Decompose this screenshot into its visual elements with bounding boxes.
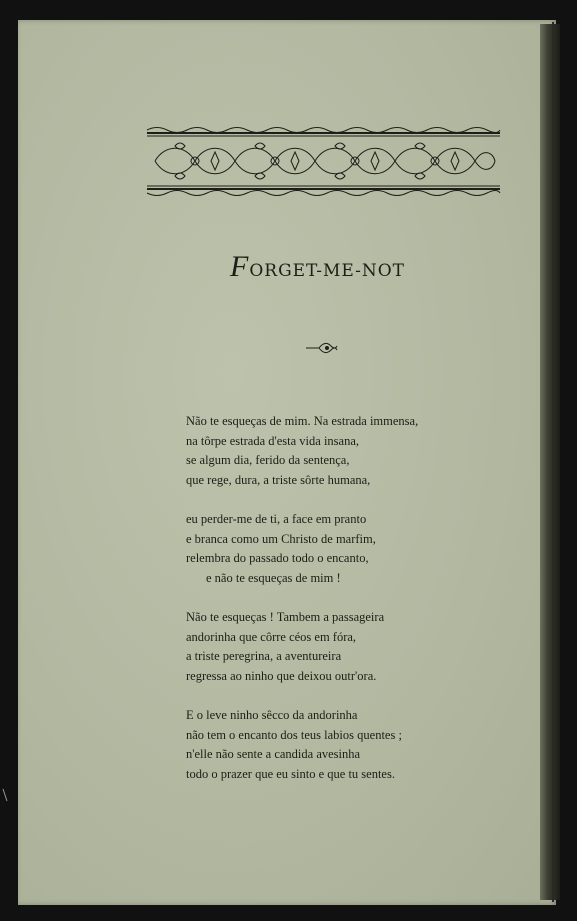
- poem-line: andorinha que côrre céos em fóra,: [186, 629, 357, 644]
- poem-line: se algum dia, ferido da sentença,: [186, 453, 350, 467]
- stanza-1: [186, 412, 466, 490]
- poem-line: E o leve ninho sêcco da andorinha: [186, 708, 358, 722]
- book-spine: [552, 22, 554, 902]
- poem-line: todo o prazer que eu sinto e que tu sentes.: [186, 766, 395, 781]
- poem-line: Não te esqueças ! Tambem a passageira: [186, 610, 385, 624]
- stanza-3: [186, 608, 466, 686]
- page-edge-shadow: [540, 24, 560, 900]
- poem-line-refrain: e não te esqueças de mim !: [206, 570, 341, 585]
- poem-line: que rege, dura, a triste sôrte humana,: [186, 472, 371, 487]
- poem-line: e branca como um Christo de marfim,: [186, 531, 376, 546]
- title-rest: ORGET-ME-NOT: [249, 261, 405, 281]
- title-initial: F: [230, 250, 250, 283]
- poem-body: [186, 412, 466, 804]
- poem-line: eu perder-me de ti, a face em pranto: [186, 512, 367, 526]
- poem-line: regressa ao ninho que deixou outr'ora.: [186, 668, 377, 683]
- ornamental-header-band: [145, 124, 502, 198]
- poem-line: na tôrpe estrada d'esta vida insana,: [186, 433, 360, 448]
- poem-line: n'elle não sente a candida avesinha: [186, 747, 361, 761]
- poem-line: a triste peregrina, a aventureira: [186, 649, 342, 663]
- fleuron-ornament: [305, 340, 339, 356]
- stanza-4: [186, 706, 466, 784]
- page-title: [230, 250, 430, 284]
- poem-line: Não te esqueças de mim. Na estrada immensa,: [186, 414, 419, 428]
- stanza-2: [186, 510, 466, 588]
- poem-line: relembra do passado todo o encanto,: [186, 551, 369, 565]
- poem-line: não tem o encanto dos teus labios quentes ;: [186, 727, 402, 742]
- margin-mark: [2, 788, 8, 802]
